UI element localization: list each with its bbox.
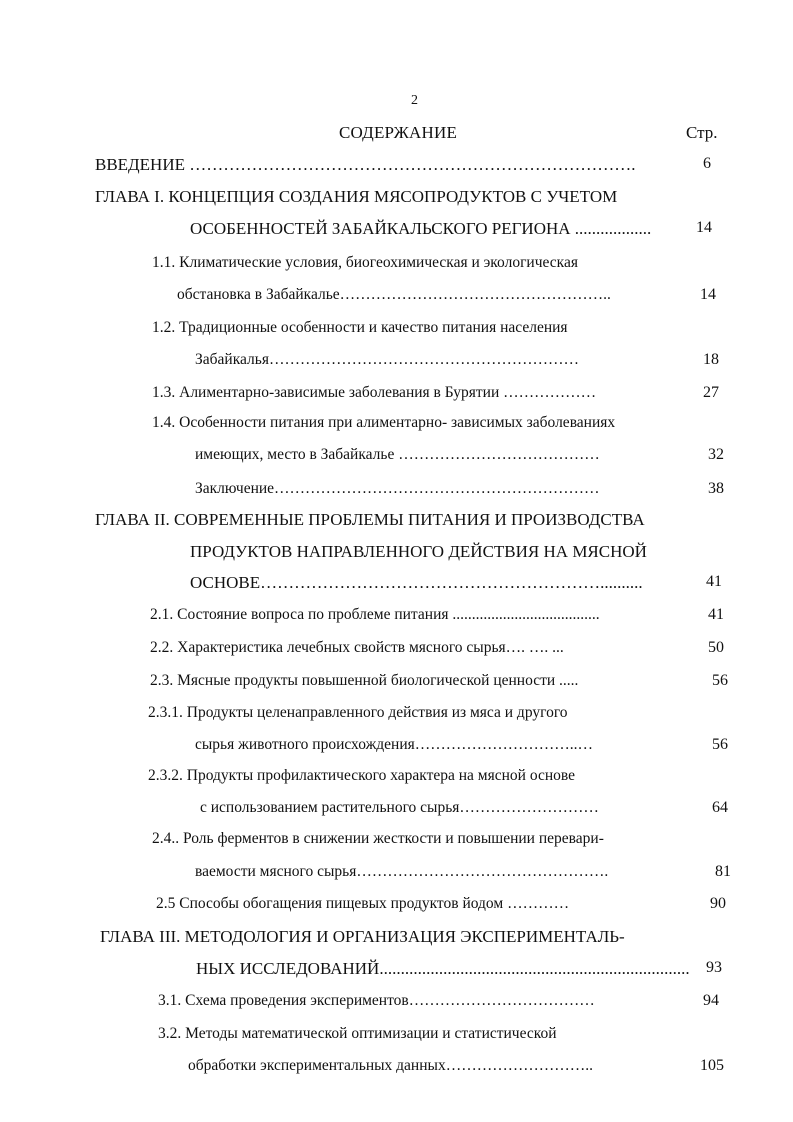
page-column-label: Стр. [686, 123, 718, 142]
toc-entry-page: 64 [712, 799, 728, 816]
toc-entry-page: 81 [715, 863, 731, 880]
page-number: 2 [411, 93, 418, 108]
toc-entry-text: 2.4.. Роль ферментов в снижении жесткости и повышении перевари- [152, 830, 604, 847]
toc-entry-page: 32 [708, 446, 724, 463]
toc-entry-page: 105 [700, 1057, 724, 1074]
toc-entry-text: ОСОБЕННОСТЕЙ ЗАБАЙКАЛЬСКОГО РЕГИОНА .................. [190, 219, 652, 238]
toc-chapter-heading: ПРОДУКТОВ НАПРАВЛЕННОГО ДЕЙСТВИЯ НА МЯСНОЙ [190, 542, 647, 561]
toc-entry-text: 3.1. Схема проведения экспериментов……………………………… [158, 992, 595, 1009]
toc-entry-page: 41 [706, 573, 722, 590]
toc-entry-text: 2.3.2. Продукты профилактического характера на мясной основе [148, 767, 575, 784]
toc-entry-text: 2.1. Состояние вопроса по проблеме питания ...................................... [150, 606, 600, 623]
toc-entry-text: имеющих, место в Забайкалье ………………………………… [195, 446, 600, 463]
toc-entry-page: 14 [700, 286, 716, 303]
toc-entry-text: 1.2. Традиционные особенности и качество питания населения [152, 319, 568, 336]
toc-chapter-heading: ГЛАВА I. КОНЦЕПЦИЯ СОЗДАНИЯ МЯСОПРОДУКТОВ С УЧЕТОМ [95, 187, 618, 206]
toc-entry-page: 18 [703, 351, 719, 368]
toc-entry-text: обработки экспериментальных данных……………………….. [188, 1057, 593, 1074]
toc-chapter-heading: ГЛАВА II. СОВРЕМЕННЫЕ ПРОБЛЕМЫ ПИТАНИЯ И ПРОИЗВОДСТВА [95, 510, 645, 529]
toc-entry-page: 94 [703, 992, 719, 1009]
page-title: СОДЕРЖАНИЕ [339, 123, 458, 142]
toc-entry-text: 2.2. Характеристика лечебных свойств мясного сырья…. …. ... [150, 639, 564, 656]
toc-entry-text: ОСНОВЕ…………………………………………………….......... [190, 573, 643, 592]
toc-entry-text: ваемости мясного сырья…………………………………………. [195, 863, 609, 880]
toc-entry-page: 90 [710, 895, 726, 912]
toc-entry-text: 2.5 Способы обогащения пищевых продуктов йодом ………… [156, 895, 570, 912]
toc-entry-text: Забайкалья…………………………………………………… [195, 351, 579, 368]
toc-entry-text: обстановка в Забайкалье…………………………………………….. [177, 286, 611, 303]
toc-entry-text: 2.3. Мясные продукты повышенной биологической ценности ..... [150, 672, 579, 689]
toc-entry-page: 56 [712, 672, 728, 689]
toc-entry-page: 93 [706, 959, 722, 976]
toc-entry-page: 38 [708, 480, 724, 497]
toc-entry-text: с использованием растительного сырья……………………… [200, 799, 599, 816]
toc-entry-text: 1.3. Алиментарно-зависимые заболевания в Бурятии ……………… [152, 384, 597, 401]
toc-entry-text: 1.4. Особенности питания при алиментарно- зависимых заболеваниях [152, 414, 616, 431]
toc-entry-page: 6 [703, 155, 711, 172]
toc-entry-text: 3.2. Методы математической оптимизации и статистической [158, 1025, 557, 1042]
toc-entry-page: 41 [708, 606, 724, 623]
toc-entry-text: 1.1. Климатические условия, биогеохимическая и экологическая [152, 254, 578, 271]
toc-entry-text: Заключение……………………………………………………… [195, 480, 600, 497]
toc-entry-page: 14 [696, 219, 712, 236]
toc-entry-page: 27 [703, 384, 719, 401]
toc-entry-text: ВВЕДЕНИЕ ……………………………………………………………………. [95, 155, 636, 174]
toc-entry-text: 2.3.1. Продукты целенаправленного действия из мяса и другого [148, 704, 568, 721]
toc-entry-page: 50 [708, 639, 724, 656]
toc-entry-text: НЫХ ИССЛЕДОВАНИЙ......................................................................... [196, 959, 690, 978]
toc-entry-page: 56 [712, 736, 728, 753]
toc-entry-text: сырья животного происхождения…………………………..… [195, 736, 594, 753]
toc-chapter-heading: ГЛАВА III. МЕТОДОЛОГИЯ И ОРГАНИЗАЦИЯ ЭКСПЕРИМЕНТАЛЬ- [100, 927, 625, 946]
